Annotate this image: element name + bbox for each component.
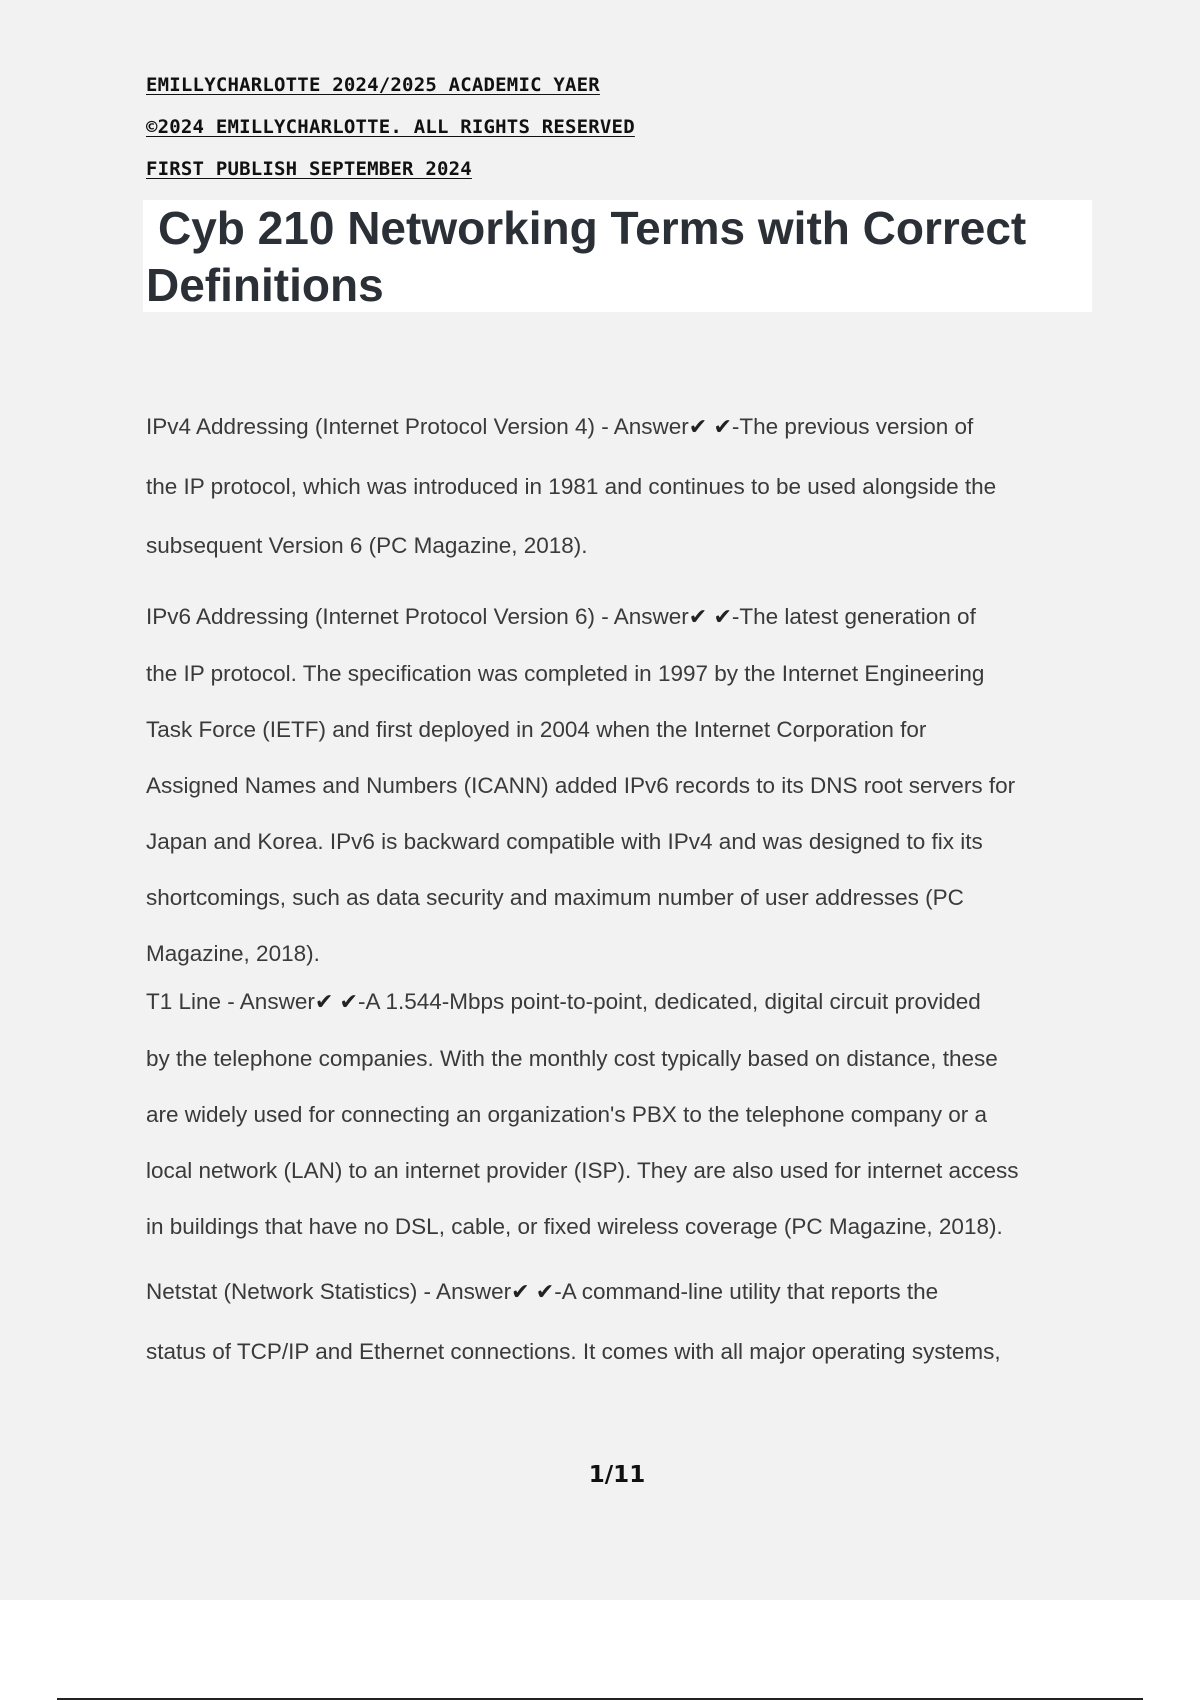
- definition-line: are widely used for connecting an organization's PBX to the telephone company or a: [146, 1102, 988, 1127]
- definition-entry-ipv4: [146, 397, 1091, 575]
- definition-line: status of TCP/IP and Ethernet connections. It comes with all major operating systems,: [146, 1339, 1001, 1364]
- definition-line: Magazine, 2018).: [146, 941, 320, 966]
- header-publish-date: FIRST PUBLISH SEPTEMBER 2024: [146, 158, 472, 180]
- definition-line: shortcomings, such as data security and maximum number of user addresses (PC: [146, 885, 964, 910]
- definition-text: -A 1.544-Mbps point-to-point, dedicated, digital circuit provided: [357, 989, 981, 1014]
- definition-line: [146, 589, 1091, 646]
- definition-line: [146, 1262, 1091, 1322]
- page-title-line-2: Definitions: [146, 259, 384, 311]
- definition-line: subsequent Version 6 (PC Magazine, 2018).: [146, 533, 588, 558]
- definition-line: local network (LAN) to an internet provider (ISP). They are also used for internet access: [146, 1158, 1019, 1183]
- definition-line: Assigned Names and Numbers (ICANN) added IPv6 records to its DNS root servers for: [146, 773, 1016, 798]
- definition-text: -The latest generation of: [731, 604, 976, 629]
- checkmark-icon: ✔: [314, 990, 334, 1015]
- checkmark-icon: ✔: [713, 605, 732, 630]
- page-title-line-1: Cyb 210 Networking Terms with Correct: [158, 202, 1027, 254]
- definition-line: Task Force (IETF) and first deployed in 2004 when the Internet Corporation for: [146, 717, 927, 742]
- term-label: T1 Line - Answer: [146, 989, 315, 1014]
- checkmark-icon: ✔: [511, 1280, 530, 1305]
- definition-text: -The previous version of: [731, 414, 974, 439]
- definition-line: the IP protocol. The specification was completed in 1997 by the Internet Engineering: [146, 661, 985, 686]
- page-title: [146, 200, 1076, 314]
- term-label: IPv6 Addressing (Internet Protocol Version 6) - Answer: [146, 604, 689, 629]
- definition-text: -A command-line utility that reports the: [554, 1279, 939, 1304]
- page-number: 1/11: [588, 1462, 646, 1488]
- definition-line: in buildings that have no DSL, cable, or fixed wireless coverage (PC Magazine, 2018).: [146, 1214, 1003, 1239]
- term-label: IPv4 Addressing (Internet Protocol Version 4) - Answer: [146, 414, 689, 439]
- definition-entry-ipv6: [146, 589, 1091, 982]
- checkmark-icon: ✔: [688, 415, 708, 440]
- header-academic-year: EMILLYCHARLOTTE 2024/2025 ACADEMIC YAER: [146, 74, 600, 96]
- checkmark-icon: ✔: [713, 415, 732, 440]
- definition-line: the IP protocol, which was introduced in 1981 and continues to be used alongside the: [146, 474, 997, 499]
- header-copyright: ©2024 EMILLYCHARLOTTE. ALL RIGHTS RESERVED: [146, 116, 635, 138]
- definition-line: [146, 397, 1091, 457]
- term-label: Netstat (Network Statistics) - Answer: [146, 1279, 512, 1304]
- checkmark-icon: ✔: [339, 990, 358, 1015]
- definition-line: by the telephone companies. With the monthly cost typically based on distance, these: [146, 1046, 998, 1071]
- definition-entry-t1-line: [146, 974, 1091, 1255]
- definition-line: Japan and Korea. IPv6 is backward compatible with IPv4 and was designed to fix its: [146, 829, 983, 854]
- checkmark-icon: ✔: [688, 605, 708, 630]
- definition-entry-netstat: [146, 1262, 1091, 1381]
- definition-line: [146, 974, 1091, 1031]
- checkmark-icon: ✔: [535, 1280, 555, 1305]
